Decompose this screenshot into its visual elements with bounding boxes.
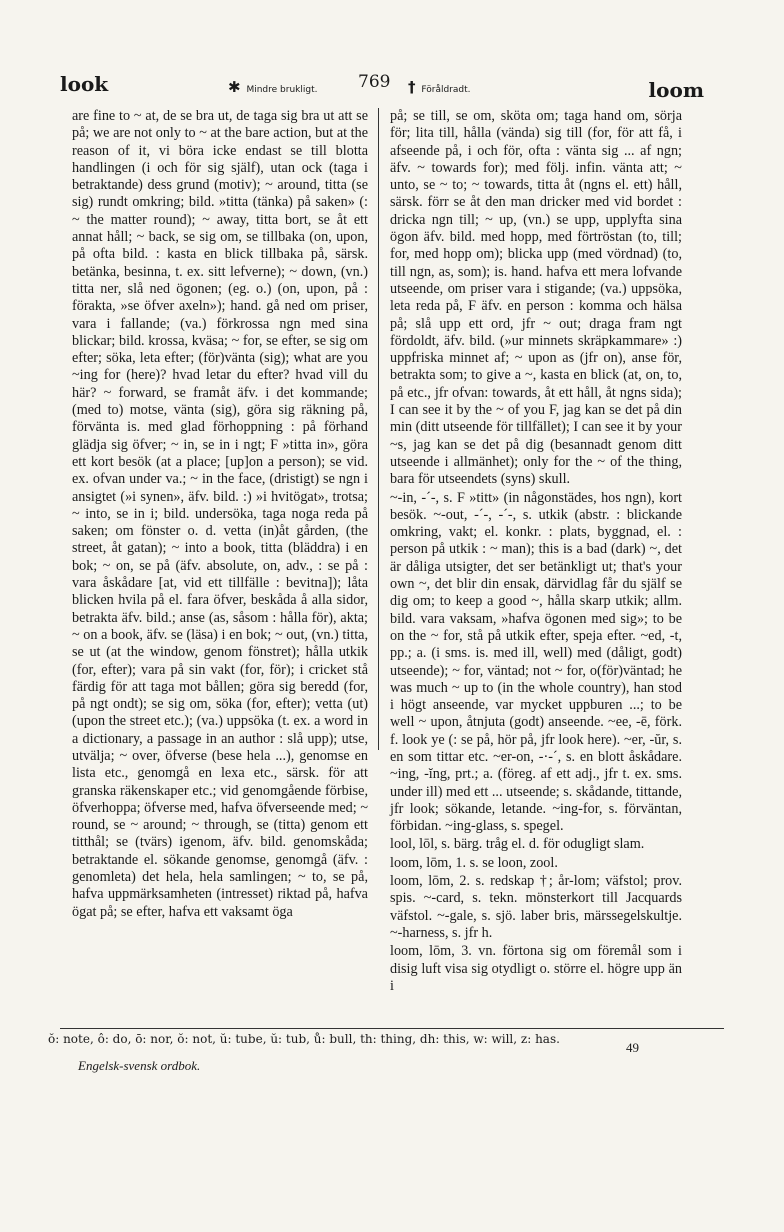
running-headword-left: look (60, 72, 109, 96)
sheet-number: 49 (626, 1040, 639, 1055)
asterisk-icon: ✱ (228, 78, 241, 96)
pronunciation-key: ŏ: note, ô: do, ō: nor, ŏ: not, ŭ: tube, ŭ: tub, ů: bull, th: thing, dh: this, w: will, z: has. (48, 1032, 560, 1046)
entry-text: loom, lōm, 3. vn. förtona sig om föremål som i disig luft visa sig otydligt o. större el. högre upp än i (390, 943, 682, 994)
book-title: Engelsk-svensk ordbok. (78, 1058, 201, 1073)
legend-archaic-label: Föråldradt. (421, 85, 471, 95)
left-column (72, 108, 368, 922)
entry-text: are fine to ~ at, de se bra ut, de taga sig bra ut att se på; we are not only to ~ at the bare action, but at the reason of it, vi böra icke endast se till blotta handlingen (i och för sig själf), utan ock (taga i betraktande) dess grund (motiv); ~ around, titta (se sig) rundt omkring; bild. »titta (tänka) på saken» (: ~ the matter round); ~ away, titta bort, se åt ett annat håll; ~ back, se sig om, se tillbaka (on, upon, på ofta bild. : kasta en blick tillbaka på, särsk. betänka, besinna, t. ex. sitt lefverne); ~ down, (vn.) titta ner, slå ned ögonen; (eg. o.) (on, upon, på : förakta, »se öfver axeln»); hand. gå ned om priser, vara i fallande; (va.) förkrossa ngn med sina blickar; bild. krossa, kväsa; ~ for, se efter, se sig om efter; söka, leta efter; (för)vänta (sig); what are you ~ing for (here)? hvad letar du efter? hvad vill du här? ~ forward, se framåt äfv. i det kommande; (med to) motse, vänta (sig), göra sig räkning på, förvänta is. med glad förhoppning : på förhand glädja sig öfver; ~ in, se in i ngt; F »titta in», göra ett kort besök (at a place; [up]on a person); se vid. ex. ofvan under va.; ~ in the face, (dristigt) se ngn i ansigtet (»i synen», äfv. bild. :) »i hvitögat», trotsa; ~ into, se in i; bild. undersöka, taga noga reda på saken; om fönster o. d. vetta (in)åt gården, (the street, åt gatan); ~ into a book, titta (bläddra) i en bok; ~ on, se på (äfv. absolute, on, adv., : se på : vara åskådare [at, vid ett tillfälle : bevitna]); låta blicken hvila på el. fara öfver, beskåda å alla sidor, betrakta äfv. bild.; anse (as, såsom : hålla för), akta; ~ on a book, äfv. se (läsa) i en bok; ~ out, (vn.) titta, se ut (at the window, genom fönstret); hålla utkik (for, efter); vara på sin vakt (for, för); i cricket stå färdig för att taga mot bållen; göra sig beredd (for, på ngt ondt); se sig om, söka (for, efter); vetta (ut) (upon the street etc.); (va.) uppsöka (t. ex. a word in a dictionary, a passage in an author : slå upp); utse, utvälja; ~ over, öfverse (bese hela ...), genomse en lista etc., genomgå en lexa etc., särsk. för att granska räkenskaper etc.; vid genomgående förbise, öfverhoppa; öfverse med, hafva öfverseende med; ~ round, se ~ around; ~ through, se (titta) genom ett titthål; se (tvärs) igenom, äfv. bild. genomskåda; betraktande el. sökande genomse, genomgå (äfv. : genomleta) det hela, hela samlingen; ~ to, se på, hafva uppmärksamheten (intresset) riktad på, hafva ögat på; se efter, hafva ett vaksamt öga (72, 108, 368, 920)
legend-obsolete (228, 78, 317, 96)
page-number: 769 (358, 72, 391, 92)
column-divider (378, 108, 379, 750)
entry-text: lool, lōl, s. bärg. tråg el. d. för odugligt slam. (390, 836, 645, 853)
entry-text: ~-in, -´-, s. F »titt» (in någonstädes, hos ngn), kort besök. ~-out, -´-, -´-, s. utkik (abstr. : blickande omkring, vakt; el. konkr. : plats, byggnad, el. : person på utkik : ~ man); this is a bad (dark) ~, det är dåliga utsigter, det ser betänkligt ut; that's your own ~, det blir din ensak, därvidlag får du själf se dig om; to keep a good ~, hålla skarp utkik; allm. bild. vara vaksam, »hafva ögonen med sig»; to be on the ~ for, stå på utkik efter, speja efter. ~ed, -t, pp.; a. (i sms. is. med ill, well) med (dåligt, godt) utseende); ~ for, väntad; not ~ for, o(för)väntad; he was much ~ up to (in the whole country), han stod i högt anseende, var mycket uppburen ...; to be well ~ upon, åtnjuta (godt) anseende. ~ee, -ē, förk. f. look ye (: se på, hör på, jfr look here). ~er, -ŭr, s. en som tittar etc. ~er-on, -·-´, s. en blott åskådare. ~ing, -ĭng, prt.; a. (föreg. af ett adj., jfr t. ex. sms. under ill) med ett ... utseende; s. skådande, tittande, jfr look; sökande, letande. ~ing-for, s. förväntan, förbidan. ~ing-glass, s. spegel. (390, 489, 682, 835)
running-headword-right: loom (648, 78, 704, 102)
legend-archaic (408, 78, 470, 96)
footer-rule (60, 1028, 724, 1029)
page-header (60, 72, 704, 102)
right-column (390, 108, 682, 996)
dagger-icon: † (408, 78, 416, 96)
entry-text: på; se till, se om, sköta om; taga hand om, sörja för; lita till, hålla (vända) sig till (for, för att få, i afseende på, i och för, ofta : vänta sig ... af ngn; äfv. ~ towards for); med följ. infin. vänta att; ~ unto, se ~ to; ~ towards, titta åt (ngns el. ett) håll, särsk. förr se åt den man dricker med vid bordet : dricka ngn till; ~ up, (vn.) se upp, upplyfta sina ögon äfv. bild. med hopp, med förtröstan (to, till; for, med hopp om); blicka upp (med vördnad) (to, till ngn, as, som); is. hand. hafva ett mera lofvande utseende, om priser vara i stigande; (va.) uppsöka, leta reda på, F äfv. en person : komma och hälsa på; slå upp ett ord, jfr ~ out; draga fram ngt fördoldt, äfv. bild. (»ur minnets skräpkammare» :) uppfriska minnet af; ~ upon as (jfr on), anse för, betrakta som; to give a ~, kasta en blick (at, on, to, på etc., jfr ofvan: towards, åt ett håll, åt ngns sida); I can see it by the ~ of you F, jag kan se det på din min (ditt utseende för tillfället); I can see it by your ~s, jag kan se det på dig (besannadt genom ditt utseende i allmänhet); only for the ~ of the thing, bara för utseendets (syns) skull. (390, 108, 682, 488)
entry-text: loom, lōm, 2. s. redskap †; år-lom; väfstol; prov. spis. ~-card, s. tekn. mönsterkort till Jacquards väfstol. ~-gale, s. sjö. laber bris, märssegelskultje. ~-harness, s. jfr h. (390, 873, 682, 941)
entry-text: loom, lōm, 1. s. se loon, zool. (390, 854, 558, 871)
legend-obsolete-label: Mindre brukligt. (246, 85, 318, 95)
